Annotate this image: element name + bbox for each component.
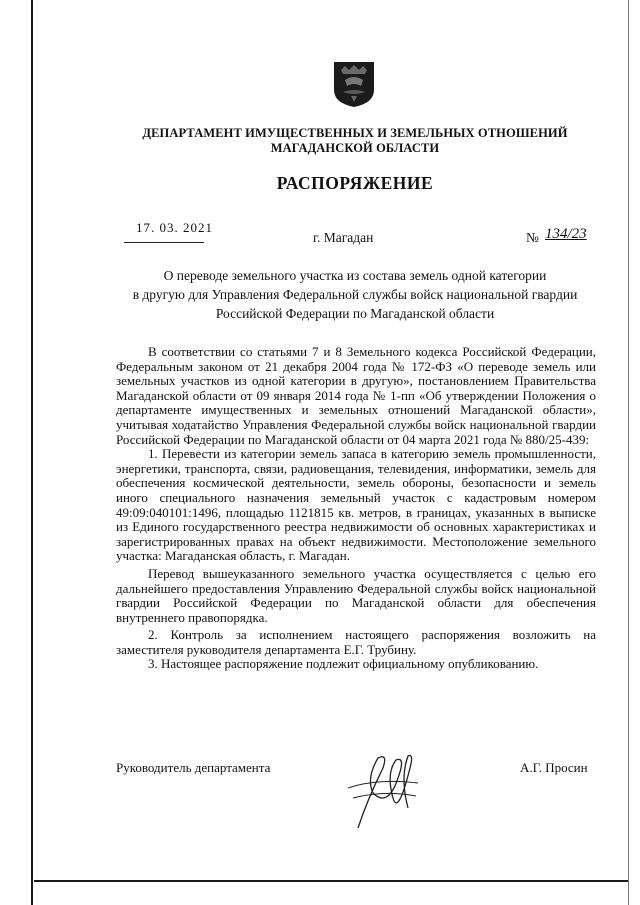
subject-line3: Российской Федерации по Магаданской области xyxy=(215,306,495,321)
document-body xyxy=(116,345,596,672)
department-name-line1: ДЕПАРТАМЕНТ ИМУЩЕСТВЕННЫХ И ЗЕМЕЛЬНЫХ ОТНОШЕНИЙ xyxy=(142,126,568,140)
item-1-continuation-paragraph: Перевод вышеуказанного земельного участка осуществляется с целью его дальнейшего предоставления Управлению Федеральной службы войск национальной гвардии Российской Федерации по Магаданской области для обеспечения внутреннего правопорядка. xyxy=(116,565,596,625)
page-border-bottom xyxy=(34,880,628,882)
item-1-paragraph: 1. Перевести из категории земель запаса в категорию земель промышленности, энергетики, транспорта, связи, радиовещания, телевидения, информатики, земель для обеспечения космической деятельности, земель обороны, безопасности и земель иного специального назначения земельный участок с кадастровым номером 49:09:040101:1496, площадью 1121815 кв. метров, в границах, указанных в выписке из Единого государственного реестра недвижимости об основных характеристиках и зарегистрированных правах на объект недвижимости. Местоположение земельного участка: Магаданская область, г. Магадан. xyxy=(116,446,596,564)
document-number-label: № xyxy=(526,230,539,245)
page-border-left xyxy=(31,0,33,905)
item-2-paragraph: 2. Контроль за исполнением настоящего распоряжения возложить на заместителя руководителя департамента Е.Г. Трубину. xyxy=(116,627,596,657)
item-3-paragraph: 3. Настоящее распоряжение подлежит официальному опубликованию. xyxy=(148,656,539,672)
document-date: 17. 03. 2021 xyxy=(136,220,213,235)
document-number: 134/23 xyxy=(545,226,587,242)
department-name xyxy=(100,126,610,156)
signatory-role: Руководитель департамента xyxy=(116,760,271,775)
document-type: РАСПОРЯЖЕНИЕ xyxy=(276,173,434,193)
document-city: г. Магадан xyxy=(313,230,374,245)
subject-line2: в другую для Управления Федеральной службы войск национальной гвардии xyxy=(132,287,578,302)
date-underline xyxy=(124,242,204,243)
handwritten-signature xyxy=(338,738,438,838)
signatory-name: А.Г. Просин xyxy=(520,760,588,775)
coat-of-arms-icon xyxy=(331,60,377,108)
department-name-line2: МАГАДАНСКОЙ ОБЛАСТИ xyxy=(270,141,440,155)
page-border-right xyxy=(628,0,629,905)
document-subject xyxy=(100,266,610,323)
subject-line1: О переводе земельного участка из состава земель одной категории xyxy=(163,268,547,283)
preamble-paragraph: В соответствии со статьями 7 и 8 Земельного кодекса Российской Федерации, Федеральным законом от 21 декабря 2004 года № 172-ФЗ «О переводе земель или земельных участков из одной категории в другую», постановлением Правительства Магаданской области от 09 января 2014 года № 1-пп «Об утверждении Положения о департаменте имущественных и земельных отношений Магаданской области», учитывая ходатайство Управления Федеральной службы войск национальной гвардии Российской Федерации по Магаданской области от 04 марта 2021 года № 880/25-439: xyxy=(116,344,596,447)
